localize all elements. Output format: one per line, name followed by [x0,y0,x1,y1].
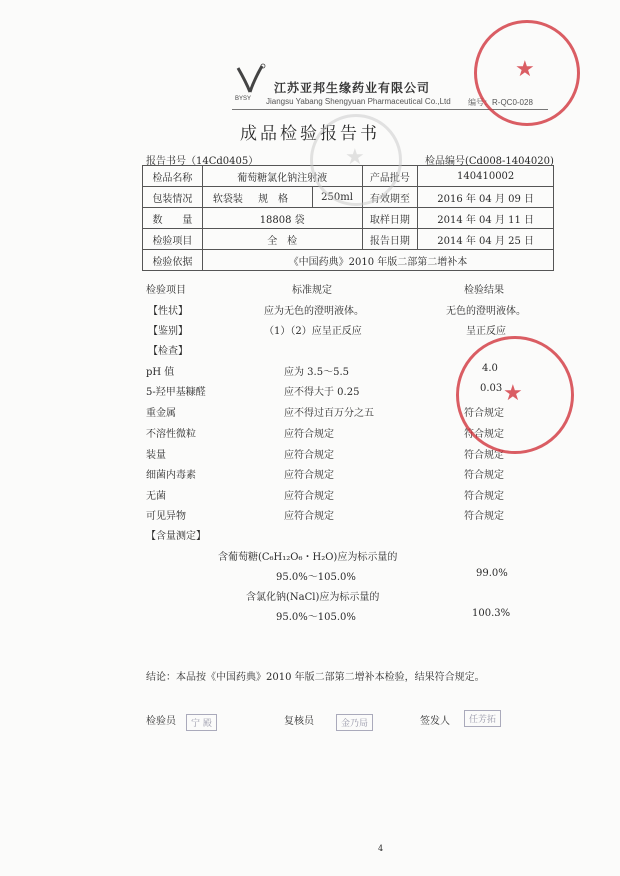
check-name: 重金属 [146,408,176,419]
check-name: 无菌 [146,491,166,502]
value-expiry: 2016 年 04 月 09 日 [418,187,554,208]
value-report-date: 2014 年 04 月 25 日 [418,229,554,250]
check-name: 细菌内毒素 [146,470,196,481]
table-row [143,229,554,250]
check-standard: 应符合规定 [284,429,334,440]
value-sample-name: 葡萄糖氯化钠注射液 [202,166,362,187]
label-sampling-date: 取样日期 [362,208,418,229]
assay-glucose-range: 95.0%～105.0% [276,572,356,583]
inspector-signature-stamp: 宁 殿 [186,714,217,731]
assay-nacl-standard: 含氯化钠(NaCl)应为标示量的 [246,592,380,603]
check-result: 符合规定 [464,408,504,419]
section-tests: 【检查】 [148,346,188,357]
assay-glucose-result: 99.0% [476,568,508,579]
section-appearance: 【性状】 [148,306,188,317]
value-test-item: 全 检 [202,229,362,250]
check-standard: 应符合规定 [284,470,334,481]
check-result: 符合规定 [464,450,504,461]
label-basis: 检验依据 [143,250,203,271]
value-packaging [202,187,312,208]
section-identification: 【鉴别】 [148,326,188,337]
label-sample-name: 检品名称 [143,166,203,187]
report-title: 成品检验报告书 [240,124,380,144]
value-batch-no: 140410002 [418,166,554,187]
check-standard: 应符合规定 [284,511,334,522]
conclusion-text: 结论：本品按《中国药典》2010 年版二部第二增补本检验，结果符合规定。 [146,672,485,683]
reviewer-label: 复核员 [284,716,314,727]
issuer-signature-stamp: 任芳拓 [464,710,501,727]
results-header-standard: 标准规定 [292,285,332,296]
issuer-label: 签发人 [420,716,450,727]
identification-standard: （1）（2）应呈正反应 [264,326,362,337]
value-basis: 《中国药典》2010 年版二部第二增补本 [202,250,553,271]
label-quantity: 数 量 [143,208,203,229]
reviewer-signature-stamp: 金乃局 [336,714,373,731]
label-report-date: 报告日期 [362,229,418,250]
assay-nacl-result: 100.3% [472,608,511,619]
report-number: 报告书号（14Cd0405） [146,156,259,167]
value-quantity: 18808 袋 [202,208,362,229]
check-result: 符合规定 [464,511,504,522]
check-result: 符合规定 [464,470,504,481]
check-result: 符合规定 [464,491,504,502]
label-batch-no: 产品批号 [362,166,418,187]
inspector-label: 检验员 [146,716,176,727]
check-standard: 应不得大于 0.25 [284,387,360,398]
label-test-item: 检验项目 [143,229,203,250]
company-logo [232,62,268,102]
company-seal-stamp [474,20,580,126]
value-spec: 250ml [312,187,362,208]
company-name-cn: 江苏亚邦生缘药业有限公司 [274,81,431,95]
identification-result: 呈正反应 [466,326,506,337]
check-name: 5-羟甲基糠醛 [146,387,206,398]
label-packaging: 包装情况 [143,187,203,208]
value-sampling-date: 2014 年 04 月 11 日 [418,208,554,229]
page-number: 4 [378,844,384,853]
assay-glucose-standard: 含葡萄糖(C₆H₁₂O₆・H₂O)应为标示量的 [218,552,398,563]
document-code: 编号：R-QC0-028 [468,98,533,107]
label-expiry: 有效期至 [362,187,418,208]
check-result: 4.0 [482,363,498,374]
check-result: 符合规定 [464,429,504,440]
star-icon: ★ [503,381,523,406]
svg-text:BYSY: BYSY [235,96,252,102]
star-icon: ★ [345,145,365,170]
assay-nacl-range: 95.0%～105.0% [276,612,356,623]
appearance-result: 无色的澄明液体。 [446,306,526,317]
check-name: 可见异物 [146,511,186,522]
check-standard: 应符合规定 [284,450,334,461]
qc-seal-stamp [456,336,574,454]
table-row [143,250,554,271]
check-result: 0.03 [480,383,503,394]
section-assay: 【含量测定】 [146,531,206,542]
check-standard: 应符合规定 [284,491,334,502]
check-name: 不溶性微粒 [146,429,196,440]
check-standard: 应不得过百万分之五 [284,408,374,419]
appearance-standard: 应为无色的澄明液体。 [264,306,364,317]
watermark-seal [310,114,402,206]
star-icon: ★ [515,57,535,82]
check-name: pH 值 [146,367,175,378]
label-spec: 规 格 [258,193,289,205]
packaging-type: 软袋装 [212,193,243,205]
check-name: 装量 [146,450,166,461]
table-row [143,208,554,229]
sample-number: 检品编号(Cd008-1404020) [425,156,554,167]
check-standard: 应为 3.5～5.5 [284,367,349,378]
results-header-item: 检验项目 [146,285,186,296]
results-header-result: 检验结果 [464,285,504,296]
company-name-en: Jiangsu Yabang Shengyuan Pharmaceutical Co.,Ltd [266,97,451,106]
